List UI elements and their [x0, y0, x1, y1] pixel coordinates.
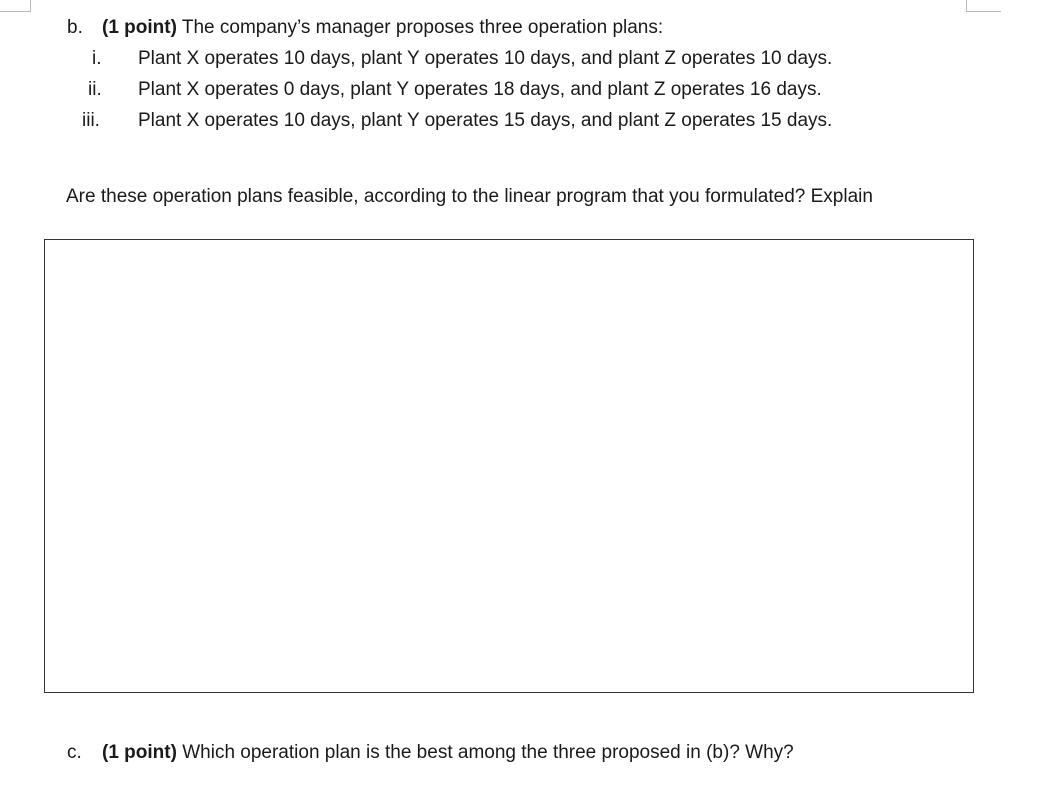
plan-3-text: Plant X operates 10 days, plant Y operates 15 days, and plant Z operates 15 days.: [138, 110, 833, 131]
plan-3-numeral: iii.: [82, 110, 100, 131]
page-corner-top-right: [966, 0, 1001, 12]
plan-2-text: Plant X operates 0 days, plant Y operates 18 days, and plant Z operates 16 days.: [138, 79, 822, 100]
plan-2-numeral: ii.: [88, 79, 102, 100]
question-b-prompt: Are these operation plans feasible, according to the linear program that you formulated? Explain: [66, 186, 873, 207]
plan-1-text: Plant X operates 10 days, plant Y operates 10 days, and plant Z operates 10 days.: [138, 48, 833, 69]
answer-box[interactable]: [44, 239, 974, 693]
question-b-heading: [102, 17, 663, 39]
plan-1-numeral: i.: [92, 48, 102, 69]
question-c-label: c.: [67, 742, 82, 763]
question-c-heading: [102, 742, 794, 764]
question-c-points: (1 point): [102, 742, 177, 763]
question-c-text: Which operation plan is the best among the three proposed in (b)? Why?: [176, 742, 794, 763]
question-b-label: b.: [67, 17, 83, 38]
question-b-points: (1 point): [102, 17, 177, 38]
page-corner-top-left: [0, 0, 31, 12]
question-b-text: The company’s manager proposes three operation plans:: [176, 17, 664, 38]
